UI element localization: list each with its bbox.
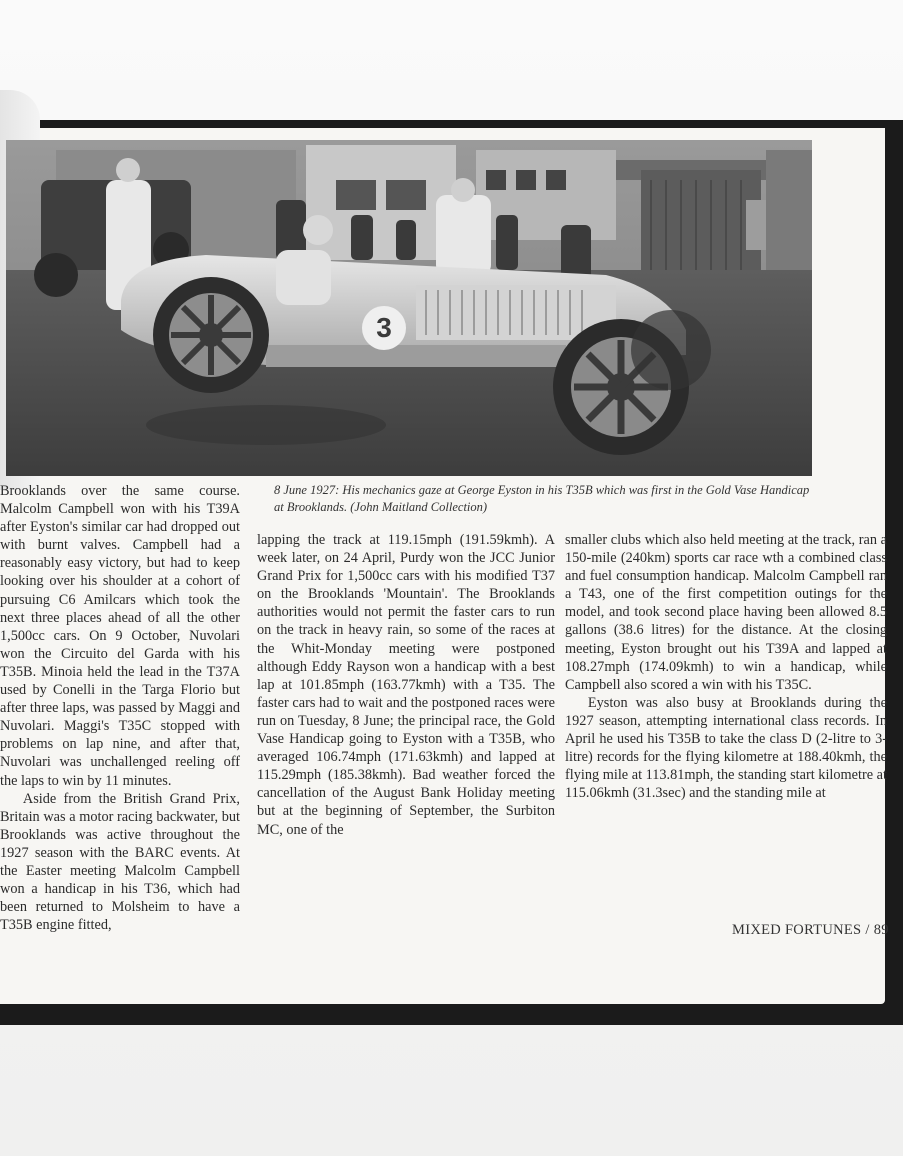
running-footer bbox=[732, 922, 889, 939]
race-car-photo bbox=[6, 140, 812, 476]
chapter-title: MIXED FORTUNES bbox=[732, 922, 862, 938]
page-number: 89 bbox=[873, 922, 889, 938]
paragraph: smaller clubs which also held meeting at the track, ran a 150-mile (240km) sports car race wth a combined class and fuel consumption handicap. Malcolm Campbell ran a T43, one of the first competition outings for the model, and took second place having been allowed 8.5 gallons (38.6 litres) for the distance. At the closing meeting, Eyston brought out his T39A and lapped at 108.27mph (174.09kmh) to win a handicap, while Campbell also scored a win with his T35C. bbox=[565, 532, 887, 693]
car-number: 3 bbox=[376, 312, 392, 343]
paragraph: Aside from the British Grand Prix, Britain was a motor racing backwater, but Brooklands was active throughout the 1927 season with the BARC events. At the Easter meeting Malcolm Campbell won a handicap in his T36, which had been returned to Molsheim to have a T35B engine fitted, bbox=[0, 790, 240, 934]
text-column-1 bbox=[0, 482, 240, 934]
paragraph: Eyston was also busy at Brooklands during the 1927 season, attempting international class records. In April he used his T35B to take the class D (2-litre to 3-litre) records for the flying kilometre at 188.40kmh, the flying mile at 113.81mph, the standing start kilometre at 115.06kmh (31.3sec) and the standing mile at bbox=[565, 694, 887, 802]
text-column-2 bbox=[257, 531, 555, 839]
photo-caption: 8 June 1927: His mechanics gaze at George Eyston in his T35B which was first in the Gold Vase Handicap at Brooklands. (John Maitland Collection) bbox=[274, 483, 810, 514]
photo-illustration bbox=[6, 140, 812, 476]
footer-separator: / bbox=[865, 922, 870, 938]
paragraph: lapping the track at 119.15mph (191.59kmh). A week later, on 24 April, Purdy won the JCC Junior Grand Prix for 1,500cc cars with his modified T37 on the Brooklands 'Mountain'. The Brooklands authorities would not permit the faster cars to run on the track in heavy rain, so some of the races at the Whit-Monday meeting were postponed although Eddy Rayson won a handicap with a best lap at 101.85mph (163.77kmh) with a T35. The faster cars had to wait and the postponed races were run on Tuesday, 8 June; the principal race, the Gold Vase Handicap going to Eyston with a T35B, who averaged 106.74mph (171.63kmh) and lapped at 115.29mph (185.38kmh). Bad weather forced the cancellation of the August Bank Holiday meeting but at the beginning of September, the Surbiton MC, one of the bbox=[257, 532, 555, 838]
text-column-3 bbox=[565, 531, 887, 802]
paragraph: Brooklands over the same course. Malcolm Campbell won with his T39A after Eyston's similar car had dropped out with burnt valves. Campbell had a reasonably easy victory, but had to keep looking over his shoulder at a cohort of pursuing C6 Amilcars which took the next three places ahead of all the other 1,500cc cars. On 9 October, Nuvolari won the Circuito del Garda with his T35B. Minoia held the lead in the T37A used by Conelli in the Targa Florio but after three laps, was passed by Maggi and Nuvolari. Maggi's T35C stopped with problems on lap nine, and after that, Nuvolari was unchallenged reeling off the laps to win by 11 minutes. bbox=[0, 483, 240, 789]
